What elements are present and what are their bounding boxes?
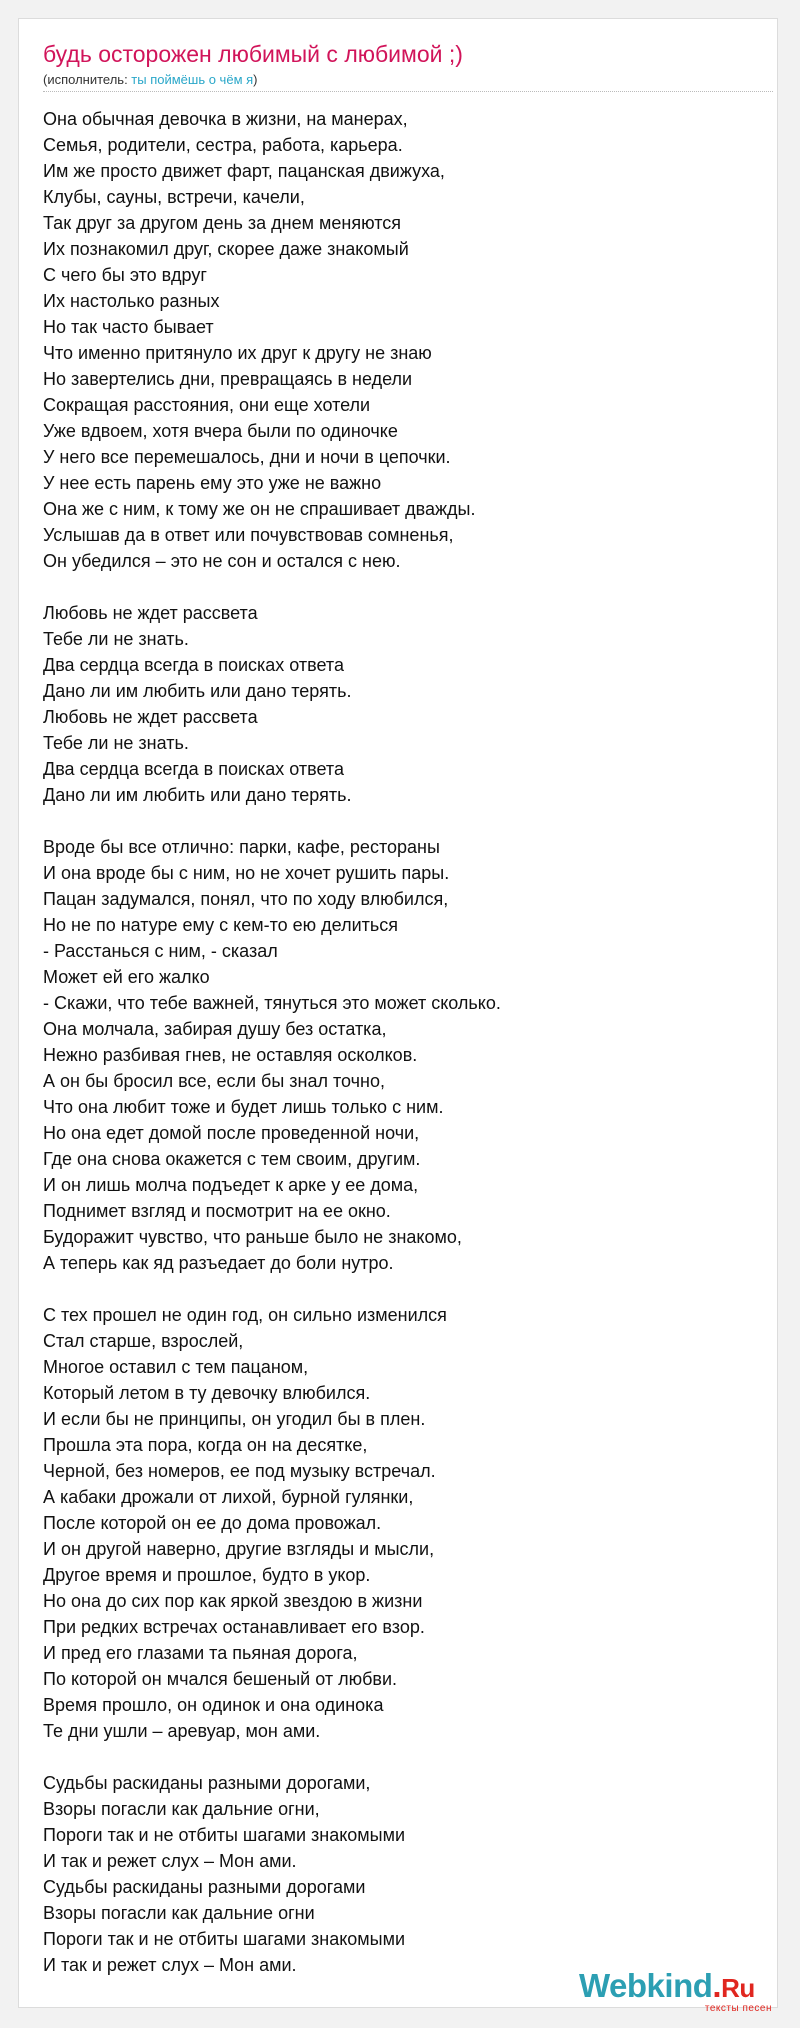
artist-line xyxy=(43,72,258,87)
logo-tld: Ru xyxy=(721,1973,755,2003)
logo-dot: . xyxy=(712,1967,722,2004)
lyrics-text: Она обычная девочка в жизни, на манерах, Семья, родители, сестра, работа, карьера. Им же просто движет фарт, пацанская движуха, Клубы, сауны, встречи, качели, Так друг за другом день за днем меняются Их познакомил друг, скорее даже знакомый С чего бы это вдруг Их настолько разных Но так часто бывает Что именно притянуло их друг к другу не знаю Но завертелись дни, превращаясь в недели Сокращая расстояния, они еще хотели Уже вдвоем, хотя вчера были по одиночке У него все перемешалось, дни и ночи в цепочки. У нее есть парень ему это уже не важно Она же с ним, к тому же он не спрашивает дважды. Услышав да в ответ или почувствовав сомненья, Он убедился – это не сон и остался с нею. Любовь не ждет рассвета Тебе ли не знать. Два сердца всегда в поисках ответа Дано ли им любить или дано терять. Любовь не ждет рассвета Тебе ли не знать. Два сердца всегда в поисках ответа Дано ли им любить или дано терять. Вроде бы все отлично: парки, кафе, рестораны И она вроде бы с ним, но не хочет рушить пары. Пацан задумался, понял, что по ходу влюбился, Но не по натуре ему с кем-то ею делиться - Расстанься с ним, - сказал Может ей его жалко - Скажи, что тебе важней, тянуться это может сколько. Она молчала, забирая душу без остатка, Нежно разбивая гнев, не оставляя осколков. А он бы бросил все, если бы знал точно, Что она любит тоже и будет лишь только с ним. Но она едет домой после проведенной ночи, Где она снова окажется с тем своим, другим. И он лишь молча подъедет к арке у ее дома, Поднимет взгляд и посмотрит на ее окно. Будоражит чувство, что раньше было не знакомо, А теперь как яд разъедает до боли нутро. С тех прошел не один год, он сильно изменился Стал старше, взрослей, Многое оставил с тем пацаном, Который летом в ту девочку влюбился. И если бы не принципы, он угодил бы в плен. Прошла эта пора, когда он на десятке, Черной, без номеров, ее под музыку встречал. А кабаки дрожали от лихой, бурной гулянки, После которой он ее до дома провожал. И он другой наверно, другие взгляды и мысли, Другое время и прошлое, будто в укор. Но она до сих пор как яркой звездою в жизни При редких встречах останавливает его взор. И пред его глазами та пьяная дорога, По которой он мчался бешеный от любви. Время прошло, он одинок и она одинока Те дни ушли – аревуар, мон ами. Судьбы раскиданы разными дорогами, Взоры погасли как дальние огни, Пороги так и не отбиты шагами знакомыми И так и режет слух – Мон ами. Судьбы раскиданы разными дорогами Взоры погасли как дальние огни Пороги так и не отбиты шагами знакомыми И так и режет слух – Мон ами. xyxy=(43,109,501,1975)
song-title: будь осторожен любимый с любимой ;) xyxy=(43,41,463,67)
logo-wordmark xyxy=(579,1967,755,2005)
title-divider xyxy=(43,91,773,92)
artist-suffix: ) xyxy=(253,72,258,87)
site-logo[interactable] xyxy=(579,1967,774,2015)
logo-tagline: тексты песен xyxy=(704,2003,772,2014)
logo-web: Webkind xyxy=(579,1967,713,2004)
artist-link[interactable]: ты поймёшь о чём я xyxy=(131,72,254,87)
lyrics-card xyxy=(18,18,778,2014)
artist-prefix: (исполнитель: xyxy=(43,72,132,87)
